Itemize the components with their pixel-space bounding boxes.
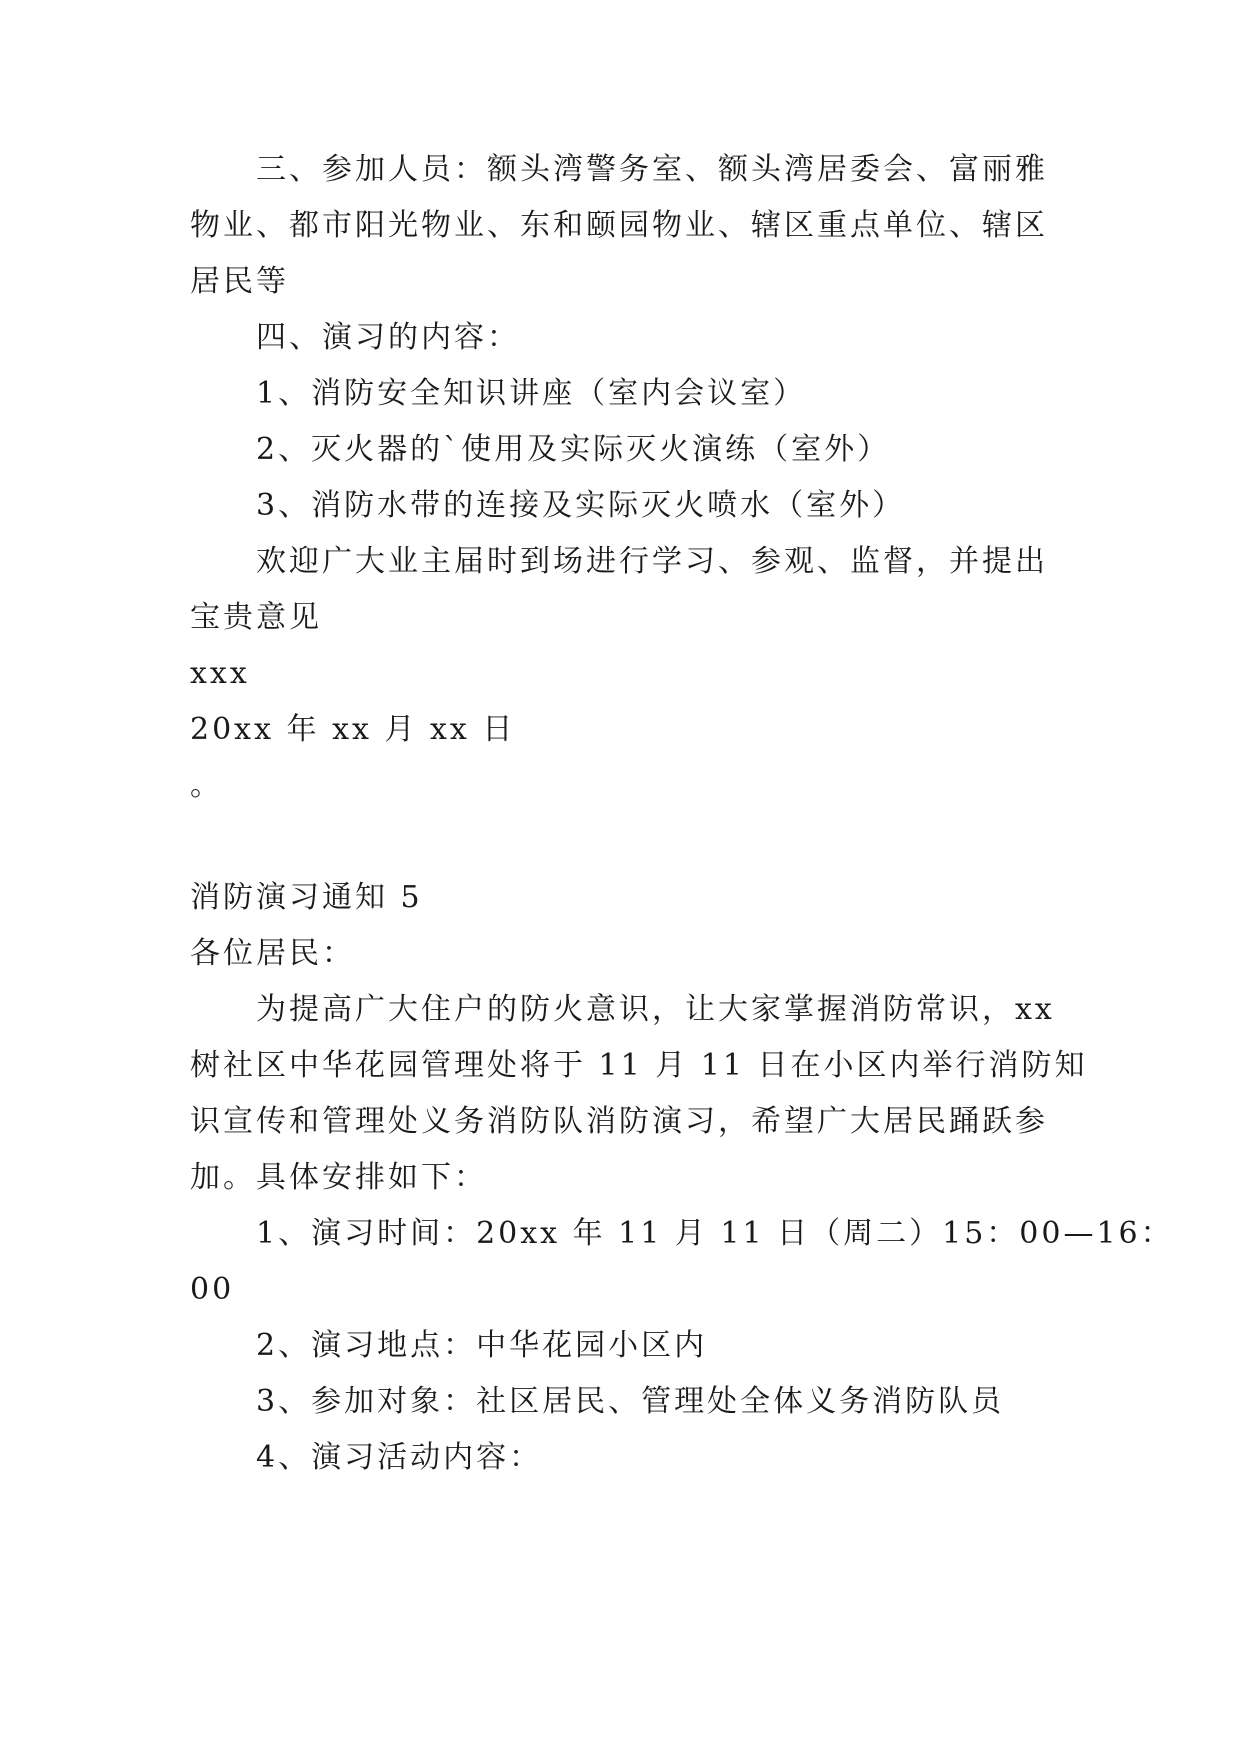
drill-participants: 3、参加对象：社区居民、管理处全体义务消防队员 [256, 1384, 1005, 1419]
drill-content-heading: 四、演习的内容： [256, 320, 520, 355]
notice5-salutation: 各位居民： [190, 936, 355, 971]
notice5-intro-line-2: 树社区中华花园管理处将于 11 月 11 日在小区内举行消防知 [190, 1048, 1088, 1083]
drill-time-line-2: 00 [190, 1272, 235, 1307]
signature: xxx [190, 656, 250, 691]
welcome-line-2: 宝贵意见 [190, 600, 322, 635]
drill-activity-heading: 4、演习活动内容： [256, 1440, 543, 1475]
participants-line-3: 居民等 [190, 264, 289, 299]
notice5-intro-line-3: 识宣传和管理处义务消防队消防演习，希望广大居民踊跃参 [190, 1104, 1048, 1139]
drill-item-1: 1、消防安全知识讲座（室内会议室） [256, 376, 807, 411]
period-mark: 。 [190, 768, 223, 803]
drill-time-line-1: 1、演习时间：20xx 年 11 月 11 日（周二）15：00—16： [256, 1216, 1174, 1251]
notice5-intro-line-4: 加。具体安排如下： [190, 1160, 487, 1195]
participants-line-2: 物业、都市阳光物业、东和颐园物业、辖区重点单位、辖区 [190, 208, 1048, 243]
drill-item-3: 3、消防水带的连接及实际灭火喷水（室外） [256, 488, 906, 523]
drill-item-2: 2、灭火器的`使用及实际灭火演练（室外） [256, 432, 891, 467]
notice5-title: 消防演习通知 5 [190, 880, 423, 915]
notice5-intro-line-1: 为提高广大住户的防火意识，让大家掌握消防常识，xx [256, 992, 1055, 1027]
drill-place: 2、演习地点：中华花园小区内 [256, 1328, 708, 1363]
participants-line-1: 三、参加人员：额头湾警务室、额头湾居委会、富丽雅 [256, 152, 1048, 187]
welcome-line-1: 欢迎广大业主届时到场进行学习、参观、监督，并提出 [256, 544, 1048, 579]
date-line: 20xx 年 xx 月 xx 日 [190, 712, 516, 747]
